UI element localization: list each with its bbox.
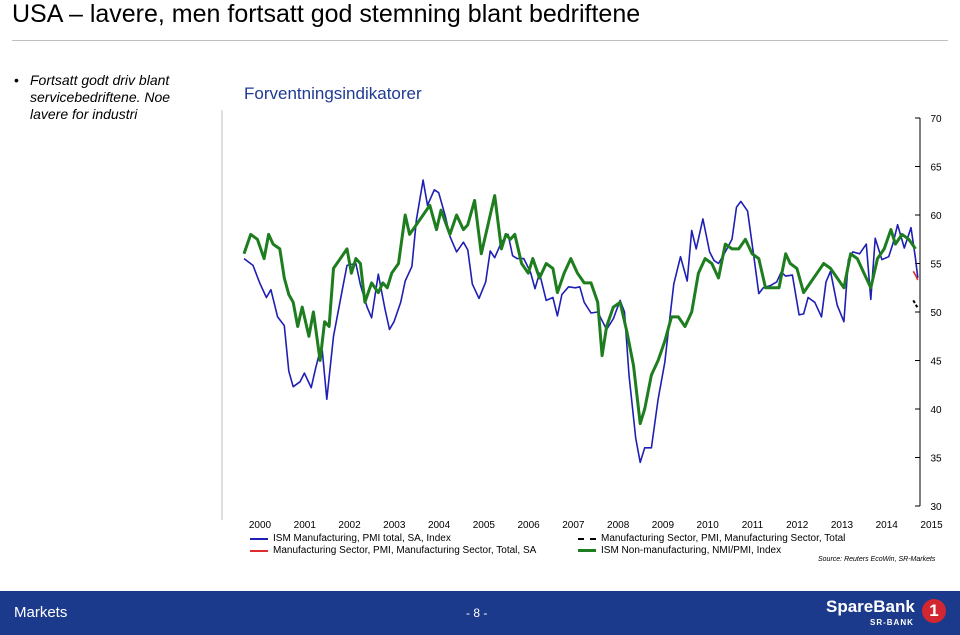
chart-source: Source: Reuters EcoWin, SR-Markets [818,556,936,563]
y-tick-label: 45 [930,356,942,368]
legend-swatch-mfg-pmi-total [578,538,596,540]
legend-item-nmi [578,545,781,556]
x-tick-label: 2015 [920,520,943,531]
y-tick-label: 40 [930,405,942,416]
bullet-text: Fortsatt godt driv blant servicebedriftene. Noe lavere for industri [30,72,171,122]
y-tick-label: 35 [930,453,942,465]
y-tick-label: 65 [930,162,942,174]
bullet-dot-icon: • [14,72,19,88]
y-tick-label: 50 [930,308,942,319]
y-tick-label: 55 [930,259,942,271]
x-tick-label: 2001 [293,520,316,531]
footer-bar [0,591,960,635]
x-tick-label: 2006 [517,520,540,531]
slide-title: USA – lavere, men fortsatt god stemning blant bedriftene [12,0,641,28]
x-tick-label: 2008 [607,520,630,531]
legend-swatch-nmi [578,549,596,552]
series-line-0 [244,180,918,462]
x-tick-label: 2013 [830,520,854,531]
legend-label-mfg-pmi-sa: Manufacturing Sector, PMI, Manufacturing Sector, Total, SA [273,545,537,556]
x-tick-label: 2003 [383,520,406,531]
logo-badge-icon: 1 [922,599,946,623]
x-tick-label: 2010 [696,520,719,531]
page-number: - 8 - [466,606,488,620]
x-tick-label: 2004 [427,520,451,531]
y-tick-label: 30 [930,502,942,513]
footer-section-label: Markets [14,604,68,621]
x-tick-label: 2012 [786,520,809,531]
legend-label-ism-pmi: ISM Manufacturing, PMI total, SA, Index [273,533,451,544]
legend-item-mfg-pmi-total [578,533,845,544]
legend-swatch-mfg-pmi-sa [250,550,268,552]
x-tick-label: 2009 [651,520,675,531]
y-tick-label: 60 [930,211,942,222]
series-line-2 [913,300,918,308]
sparebank-logo [826,597,948,631]
legend-label-mfg-pmi-total: Manufacturing Sector, PMI, Manufacturing Sector, Total [601,533,846,544]
legend-item-mfg-pmi-sa [250,545,536,556]
legend-swatch-ism-pmi [250,538,268,540]
logo-brand-text: SpareBank [826,597,915,616]
x-tick-label: 2005 [472,520,495,531]
x-tick-label: 2011 [741,520,764,531]
legend-item-ism-pmi [250,533,451,544]
x-tick-label: 2000 [248,520,272,531]
x-tick-label: 2007 [562,520,585,531]
legend-label-nmi: ISM Non-manufacturing, NMI/PMI, Index [601,545,782,556]
x-tick-label: 2002 [338,520,361,531]
chart-title: Forventningsindikatorer [244,84,422,103]
y-tick-label: 70 [930,114,942,125]
series-line-3 [244,196,916,424]
x-tick-label: 2014 [875,520,898,531]
logo-sub-text: SR-BANK [870,618,914,627]
